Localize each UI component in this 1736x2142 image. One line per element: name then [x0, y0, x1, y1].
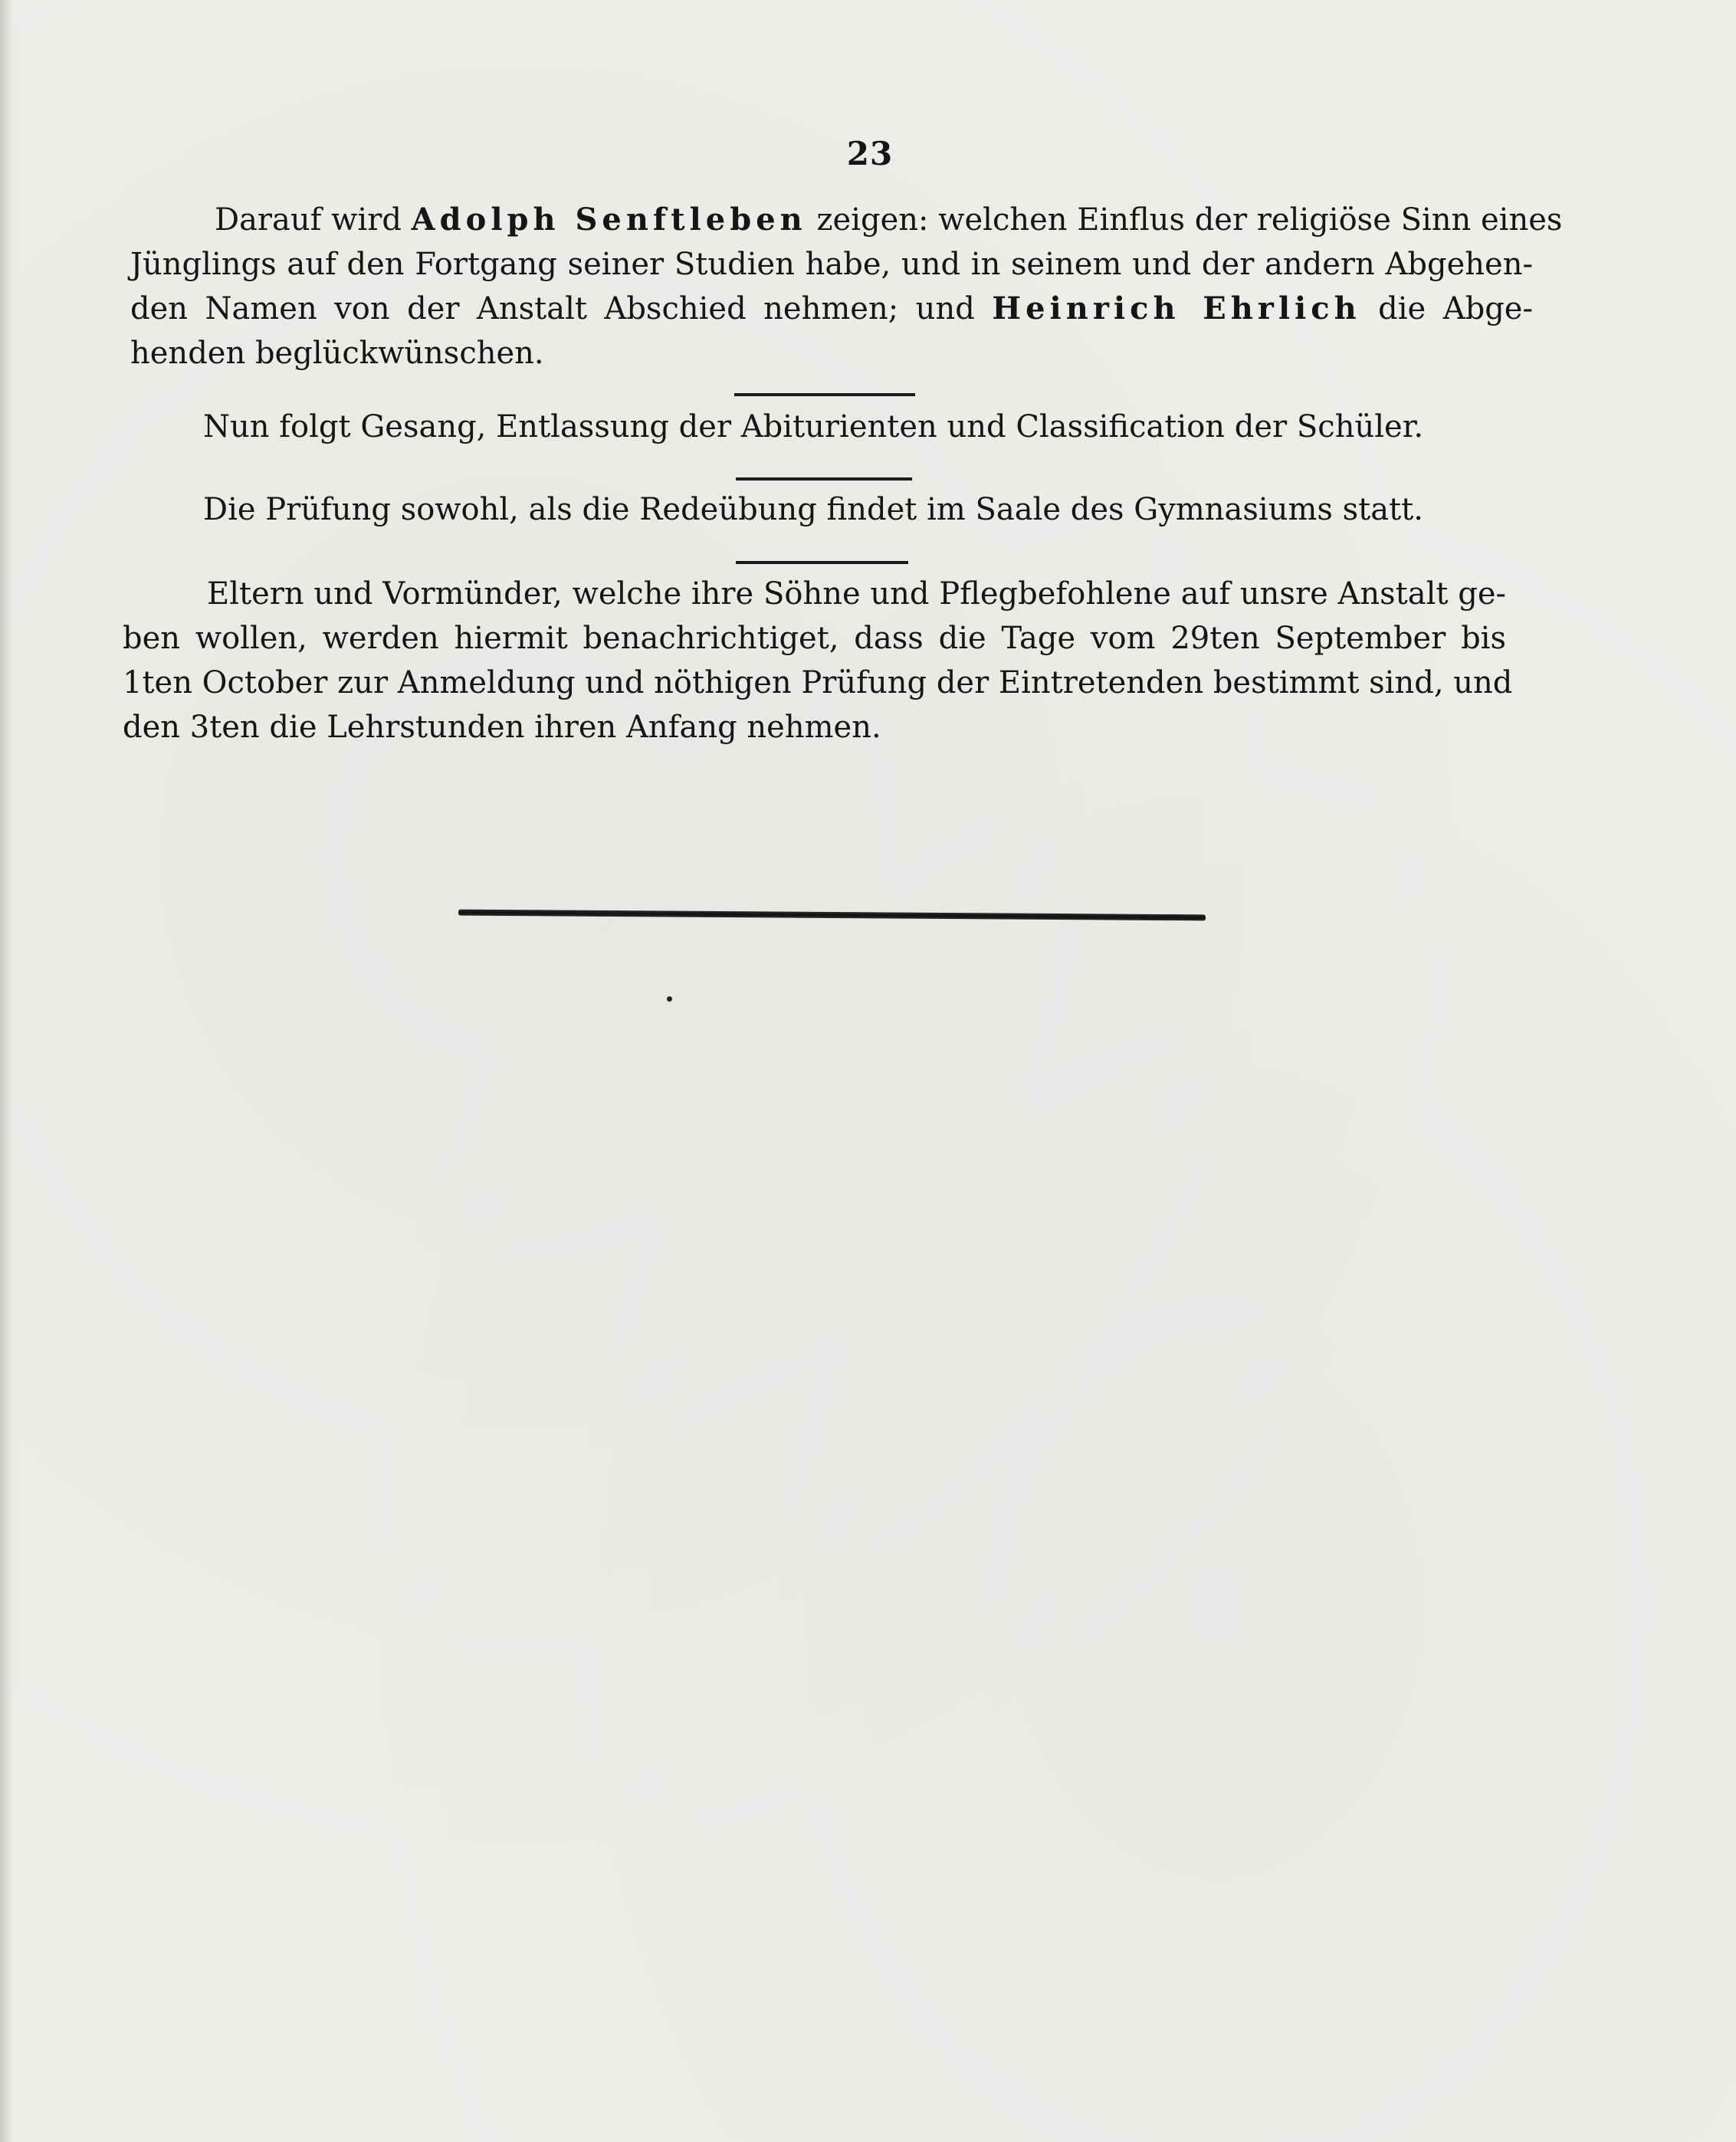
text-run: zeigen: welchen Einflus der religiöse Sinn eines — [806, 202, 1563, 238]
paragraph-line — [130, 287, 1533, 331]
paragraph-location: Die Prüfung sowohl, als die Redeübung findet im Saale des Gymnasiums statt. — [203, 492, 1423, 527]
separator-line — [736, 561, 908, 564]
ink-speck — [667, 996, 672, 1002]
paragraph-farewell-speeches — [130, 198, 1563, 376]
text-run: den Namen von der Anstalt Abschied nehmen; und — [130, 291, 993, 326]
paragraph-line: henden beglückwünschen. — [130, 336, 544, 371]
paragraph-line — [130, 198, 1563, 242]
separator-line — [734, 393, 915, 396]
separator-line — [736, 477, 912, 481]
paragraph-line: Jünglings auf den Fortgang seiner Studien habe, und in seinem und der andern Abgehen- — [130, 247, 1533, 282]
paragraph-enrollment-notice — [123, 572, 1513, 750]
page-number: 23 — [846, 135, 894, 172]
text-run: Darauf wird — [215, 202, 412, 238]
name-adolph-senftleben: Adolph Senftleben — [411, 202, 807, 238]
name-heinrich-ehrlich: Heinrich Ehrlich — [992, 290, 1361, 326]
text-run: die Abge- — [1360, 291, 1533, 326]
paragraph-line: den 3ten die Lehrstunden ihren Anfang nehmen. — [123, 710, 881, 745]
paragraph-line: 1ten October zur Anmeldung und nöthigen Prüfung der Eintretenden bestimmt sind, und — [123, 665, 1513, 700]
paragraph-line: Eltern und Vormünder, welche ihre Söhne und Pflegbefohlene auf unsre Anstalt ge- — [207, 576, 1506, 612]
page-binding-edge — [0, 0, 14, 2142]
paragraph-line: ben wollen, werden hiermit benachrichtiget, dass die Tage vom 29ten September bis — [123, 621, 1506, 656]
closing-rule — [458, 910, 1206, 921]
paragraph-ceremony: Nun folgt Gesang, Entlassung der Abiturienten und Classification der Schüler. — [203, 409, 1424, 444]
